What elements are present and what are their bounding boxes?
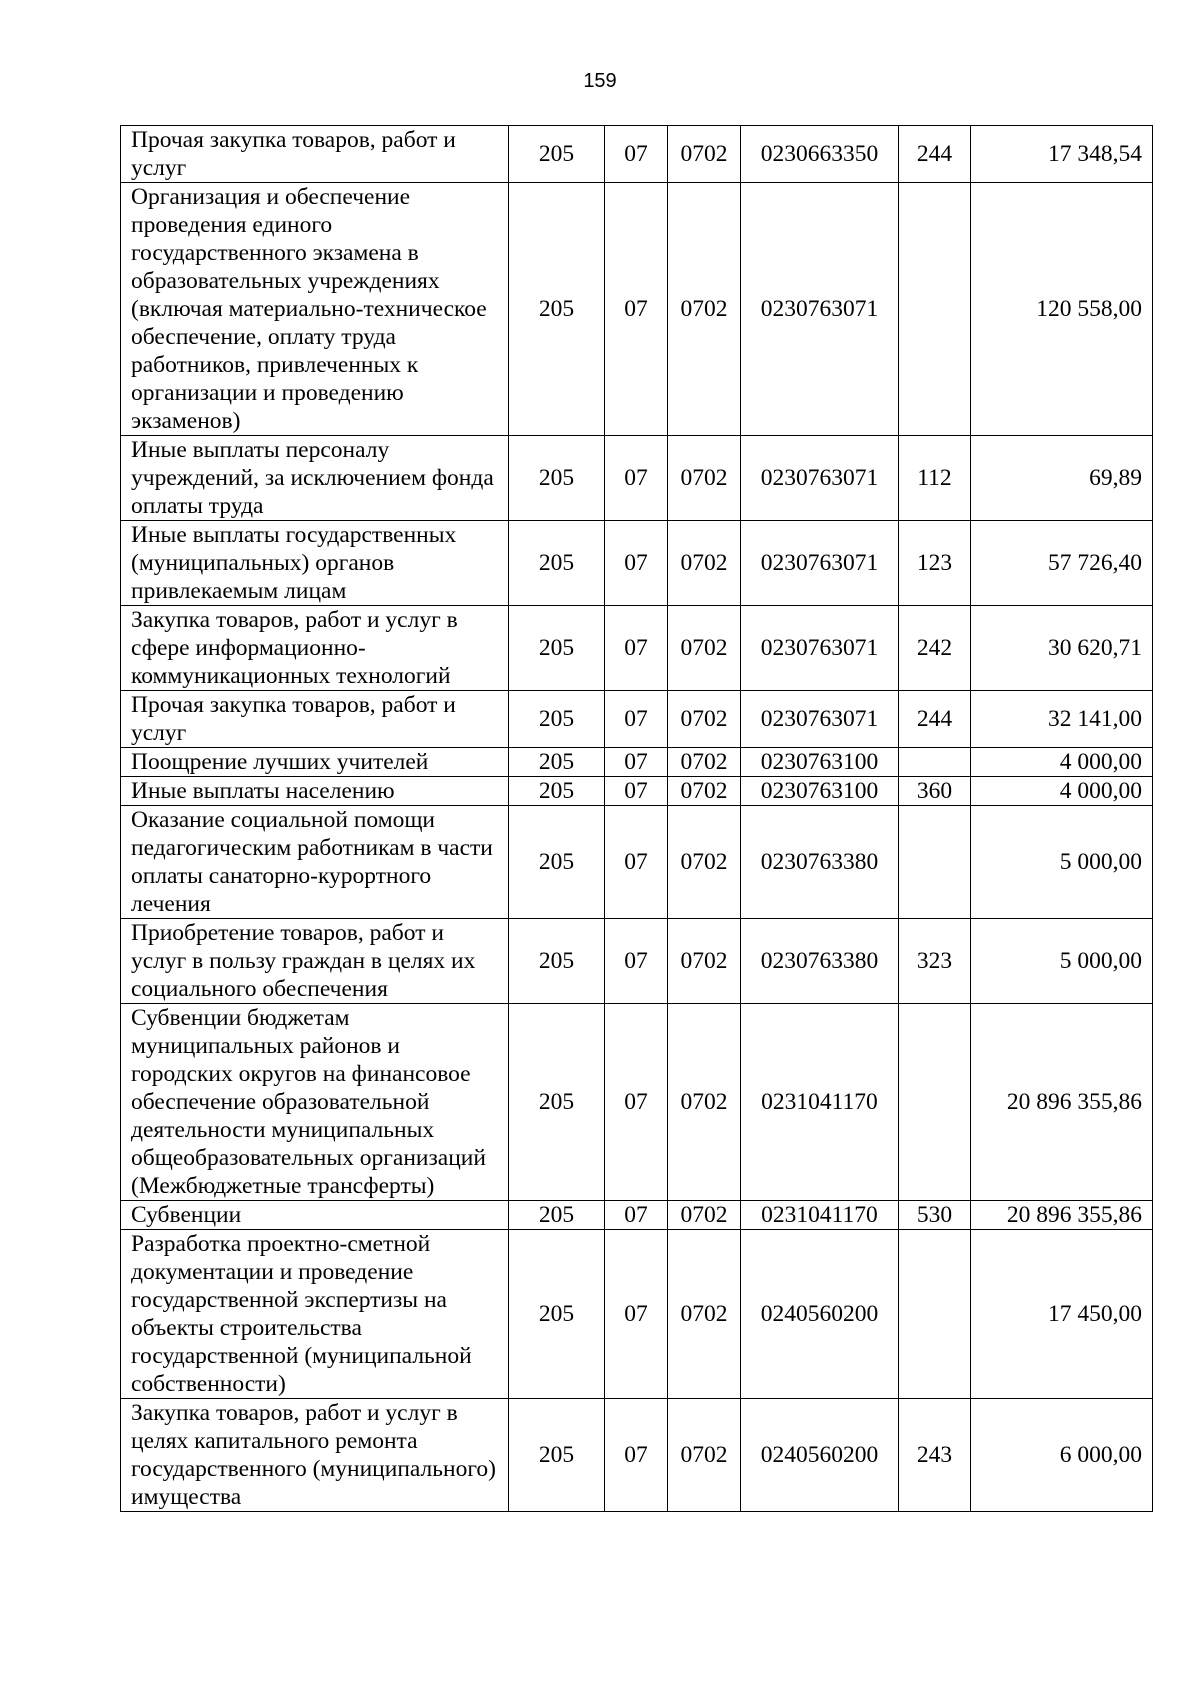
cell-amount: 57 726,40 bbox=[971, 521, 1153, 606]
cell-ministry-code: 205 bbox=[509, 606, 605, 691]
cell-section-code: 07 bbox=[605, 691, 668, 748]
cell-ministry-code: 205 bbox=[509, 521, 605, 606]
cell-subsection-code: 0702 bbox=[668, 1201, 741, 1230]
cell-section-code: 07 bbox=[605, 748, 668, 777]
cell-section-code: 07 bbox=[605, 436, 668, 521]
cell-name: Закупка товаров, работ и услуг в сфере информационно-коммуникационных технологий bbox=[121, 606, 509, 691]
cell-amount: 4 000,00 bbox=[971, 777, 1153, 806]
cell-expense-type bbox=[899, 748, 971, 777]
cell-ministry-code: 205 bbox=[509, 1004, 605, 1201]
cell-subsection-code: 0702 bbox=[668, 126, 741, 183]
cell-name: Субвенции бюджетам муниципальных районов и городских округов на финансовое обеспечение образовательной деятельности муниципальных общеобразовательных организаций (Межбюджетные трансферты) bbox=[121, 1004, 509, 1201]
cell-ministry-code: 205 bbox=[509, 748, 605, 777]
cell-name: Прочая закупка товаров, работ и услуг bbox=[121, 691, 509, 748]
cell-target-article: 0230763071 bbox=[741, 606, 899, 691]
cell-expense-type: 323 bbox=[899, 919, 971, 1004]
cell-name: Иные выплаты государственных (муниципальных) органов привлекаемым лицам bbox=[121, 521, 509, 606]
table-row bbox=[121, 606, 1153, 691]
cell-name: Приобретение товаров, работ и услуг в пользу граждан в целях их социального обеспечения bbox=[121, 919, 509, 1004]
cell-target-article: 0230663350 bbox=[741, 126, 899, 183]
cell-amount: 30 620,71 bbox=[971, 606, 1153, 691]
cell-ministry-code: 205 bbox=[509, 1230, 605, 1399]
cell-section-code: 07 bbox=[605, 1201, 668, 1230]
cell-target-article: 0231041170 bbox=[741, 1201, 899, 1230]
cell-target-article: 0230763380 bbox=[741, 806, 899, 919]
cell-section-code: 07 bbox=[605, 606, 668, 691]
cell-expense-type: 244 bbox=[899, 691, 971, 748]
cell-amount: 20 896 355,86 bbox=[971, 1201, 1153, 1230]
cell-amount: 120 558,00 bbox=[971, 183, 1153, 436]
table-row bbox=[121, 1004, 1153, 1201]
cell-amount: 17 450,00 bbox=[971, 1230, 1153, 1399]
cell-target-article: 0231041170 bbox=[741, 1004, 899, 1201]
cell-target-article: 0230763071 bbox=[741, 521, 899, 606]
cell-amount: 32 141,00 bbox=[971, 691, 1153, 748]
cell-amount: 20 896 355,86 bbox=[971, 1004, 1153, 1201]
cell-name: Разработка проектно-сметной документации и проведение государственной экспертизы на объекты строительства государственной (муниципальной собственности) bbox=[121, 1230, 509, 1399]
cell-ministry-code: 205 bbox=[509, 1399, 605, 1512]
table-row bbox=[121, 126, 1153, 183]
cell-target-article: 0240560200 bbox=[741, 1230, 899, 1399]
cell-name: Поощрение лучших учителей bbox=[121, 748, 509, 777]
cell-subsection-code: 0702 bbox=[668, 436, 741, 521]
cell-subsection-code: 0702 bbox=[668, 919, 741, 1004]
cell-ministry-code: 205 bbox=[509, 691, 605, 748]
cell-ministry-code: 205 bbox=[509, 1201, 605, 1230]
budget-table bbox=[120, 125, 1153, 1512]
cell-subsection-code: 0702 bbox=[668, 806, 741, 919]
table-row bbox=[121, 436, 1153, 521]
cell-ministry-code: 205 bbox=[509, 436, 605, 521]
cell-expense-type bbox=[899, 183, 971, 436]
cell-target-article: 0230763100 bbox=[741, 777, 899, 806]
cell-expense-type: 244 bbox=[899, 126, 971, 183]
cell-name: Закупка товаров, работ и услуг в целях капитального ремонта государственного (муниципального) имущества bbox=[121, 1399, 509, 1512]
cell-expense-type bbox=[899, 1004, 971, 1201]
table-row bbox=[121, 1230, 1153, 1399]
cell-name: Прочая закупка товаров, работ и услуг bbox=[121, 126, 509, 183]
table-row bbox=[121, 521, 1153, 606]
cell-subsection-code: 0702 bbox=[668, 183, 741, 436]
cell-section-code: 07 bbox=[605, 521, 668, 606]
cell-section-code: 07 bbox=[605, 919, 668, 1004]
cell-subsection-code: 0702 bbox=[668, 521, 741, 606]
cell-target-article: 0230763380 bbox=[741, 919, 899, 1004]
cell-section-code: 07 bbox=[605, 806, 668, 919]
cell-subsection-code: 0702 bbox=[668, 606, 741, 691]
budget-table-body bbox=[121, 126, 1153, 1512]
cell-ministry-code: 205 bbox=[509, 919, 605, 1004]
cell-amount: 6 000,00 bbox=[971, 1399, 1153, 1512]
cell-expense-type bbox=[899, 1230, 971, 1399]
table-row bbox=[121, 1399, 1153, 1512]
table-row bbox=[121, 748, 1153, 777]
table-row bbox=[121, 919, 1153, 1004]
table-row bbox=[121, 806, 1153, 919]
cell-target-article: 0230763071 bbox=[741, 691, 899, 748]
table-row bbox=[121, 777, 1153, 806]
cell-section-code: 07 bbox=[605, 1004, 668, 1201]
cell-ministry-code: 205 bbox=[509, 126, 605, 183]
cell-expense-type: 243 bbox=[899, 1399, 971, 1512]
cell-expense-type: 123 bbox=[899, 521, 971, 606]
cell-name: Иные выплаты населению bbox=[121, 777, 509, 806]
cell-amount: 5 000,00 bbox=[971, 806, 1153, 919]
cell-subsection-code: 0702 bbox=[668, 1399, 741, 1512]
table-row bbox=[121, 1201, 1153, 1230]
cell-name: Иные выплаты персоналу учреждений, за исключением фонда оплаты труда bbox=[121, 436, 509, 521]
cell-expense-type: 112 bbox=[899, 436, 971, 521]
cell-amount: 69,89 bbox=[971, 436, 1153, 521]
cell-name: Организация и обеспечение проведения единого государственного экзамена в образовательных учреждениях (включая материально-техническое обеспечение, оплату труда работников, привлеченных к организации и проведению экзаменов) bbox=[121, 183, 509, 436]
table-row bbox=[121, 691, 1153, 748]
cell-subsection-code: 0702 bbox=[668, 1004, 741, 1201]
cell-name: Оказание социальной помощи педагогическим работникам в части оплаты санаторно-курортного лечения bbox=[121, 806, 509, 919]
cell-section-code: 07 bbox=[605, 1399, 668, 1512]
cell-ministry-code: 205 bbox=[509, 777, 605, 806]
cell-expense-type: 530 bbox=[899, 1201, 971, 1230]
cell-expense-type: 360 bbox=[899, 777, 971, 806]
cell-target-article: 0230763071 bbox=[741, 183, 899, 436]
cell-target-article: 0240560200 bbox=[741, 1399, 899, 1512]
cell-subsection-code: 0702 bbox=[668, 748, 741, 777]
cell-amount: 4 000,00 bbox=[971, 748, 1153, 777]
cell-expense-type bbox=[899, 806, 971, 919]
table-row bbox=[121, 183, 1153, 436]
cell-target-article: 0230763071 bbox=[741, 436, 899, 521]
cell-amount: 5 000,00 bbox=[971, 919, 1153, 1004]
cell-subsection-code: 0702 bbox=[668, 1230, 741, 1399]
cell-ministry-code: 205 bbox=[509, 806, 605, 919]
page-number: 159 bbox=[583, 70, 617, 92]
cell-subsection-code: 0702 bbox=[668, 691, 741, 748]
cell-section-code: 07 bbox=[605, 1230, 668, 1399]
cell-section-code: 07 bbox=[605, 183, 668, 436]
cell-name: Субвенции bbox=[121, 1201, 509, 1230]
cell-expense-type: 242 bbox=[899, 606, 971, 691]
cell-ministry-code: 205 bbox=[509, 183, 605, 436]
cell-amount: 17 348,54 bbox=[971, 126, 1153, 183]
cell-target-article: 0230763100 bbox=[741, 748, 899, 777]
cell-section-code: 07 bbox=[605, 126, 668, 183]
cell-section-code: 07 bbox=[605, 777, 668, 806]
cell-subsection-code: 0702 bbox=[668, 777, 741, 806]
